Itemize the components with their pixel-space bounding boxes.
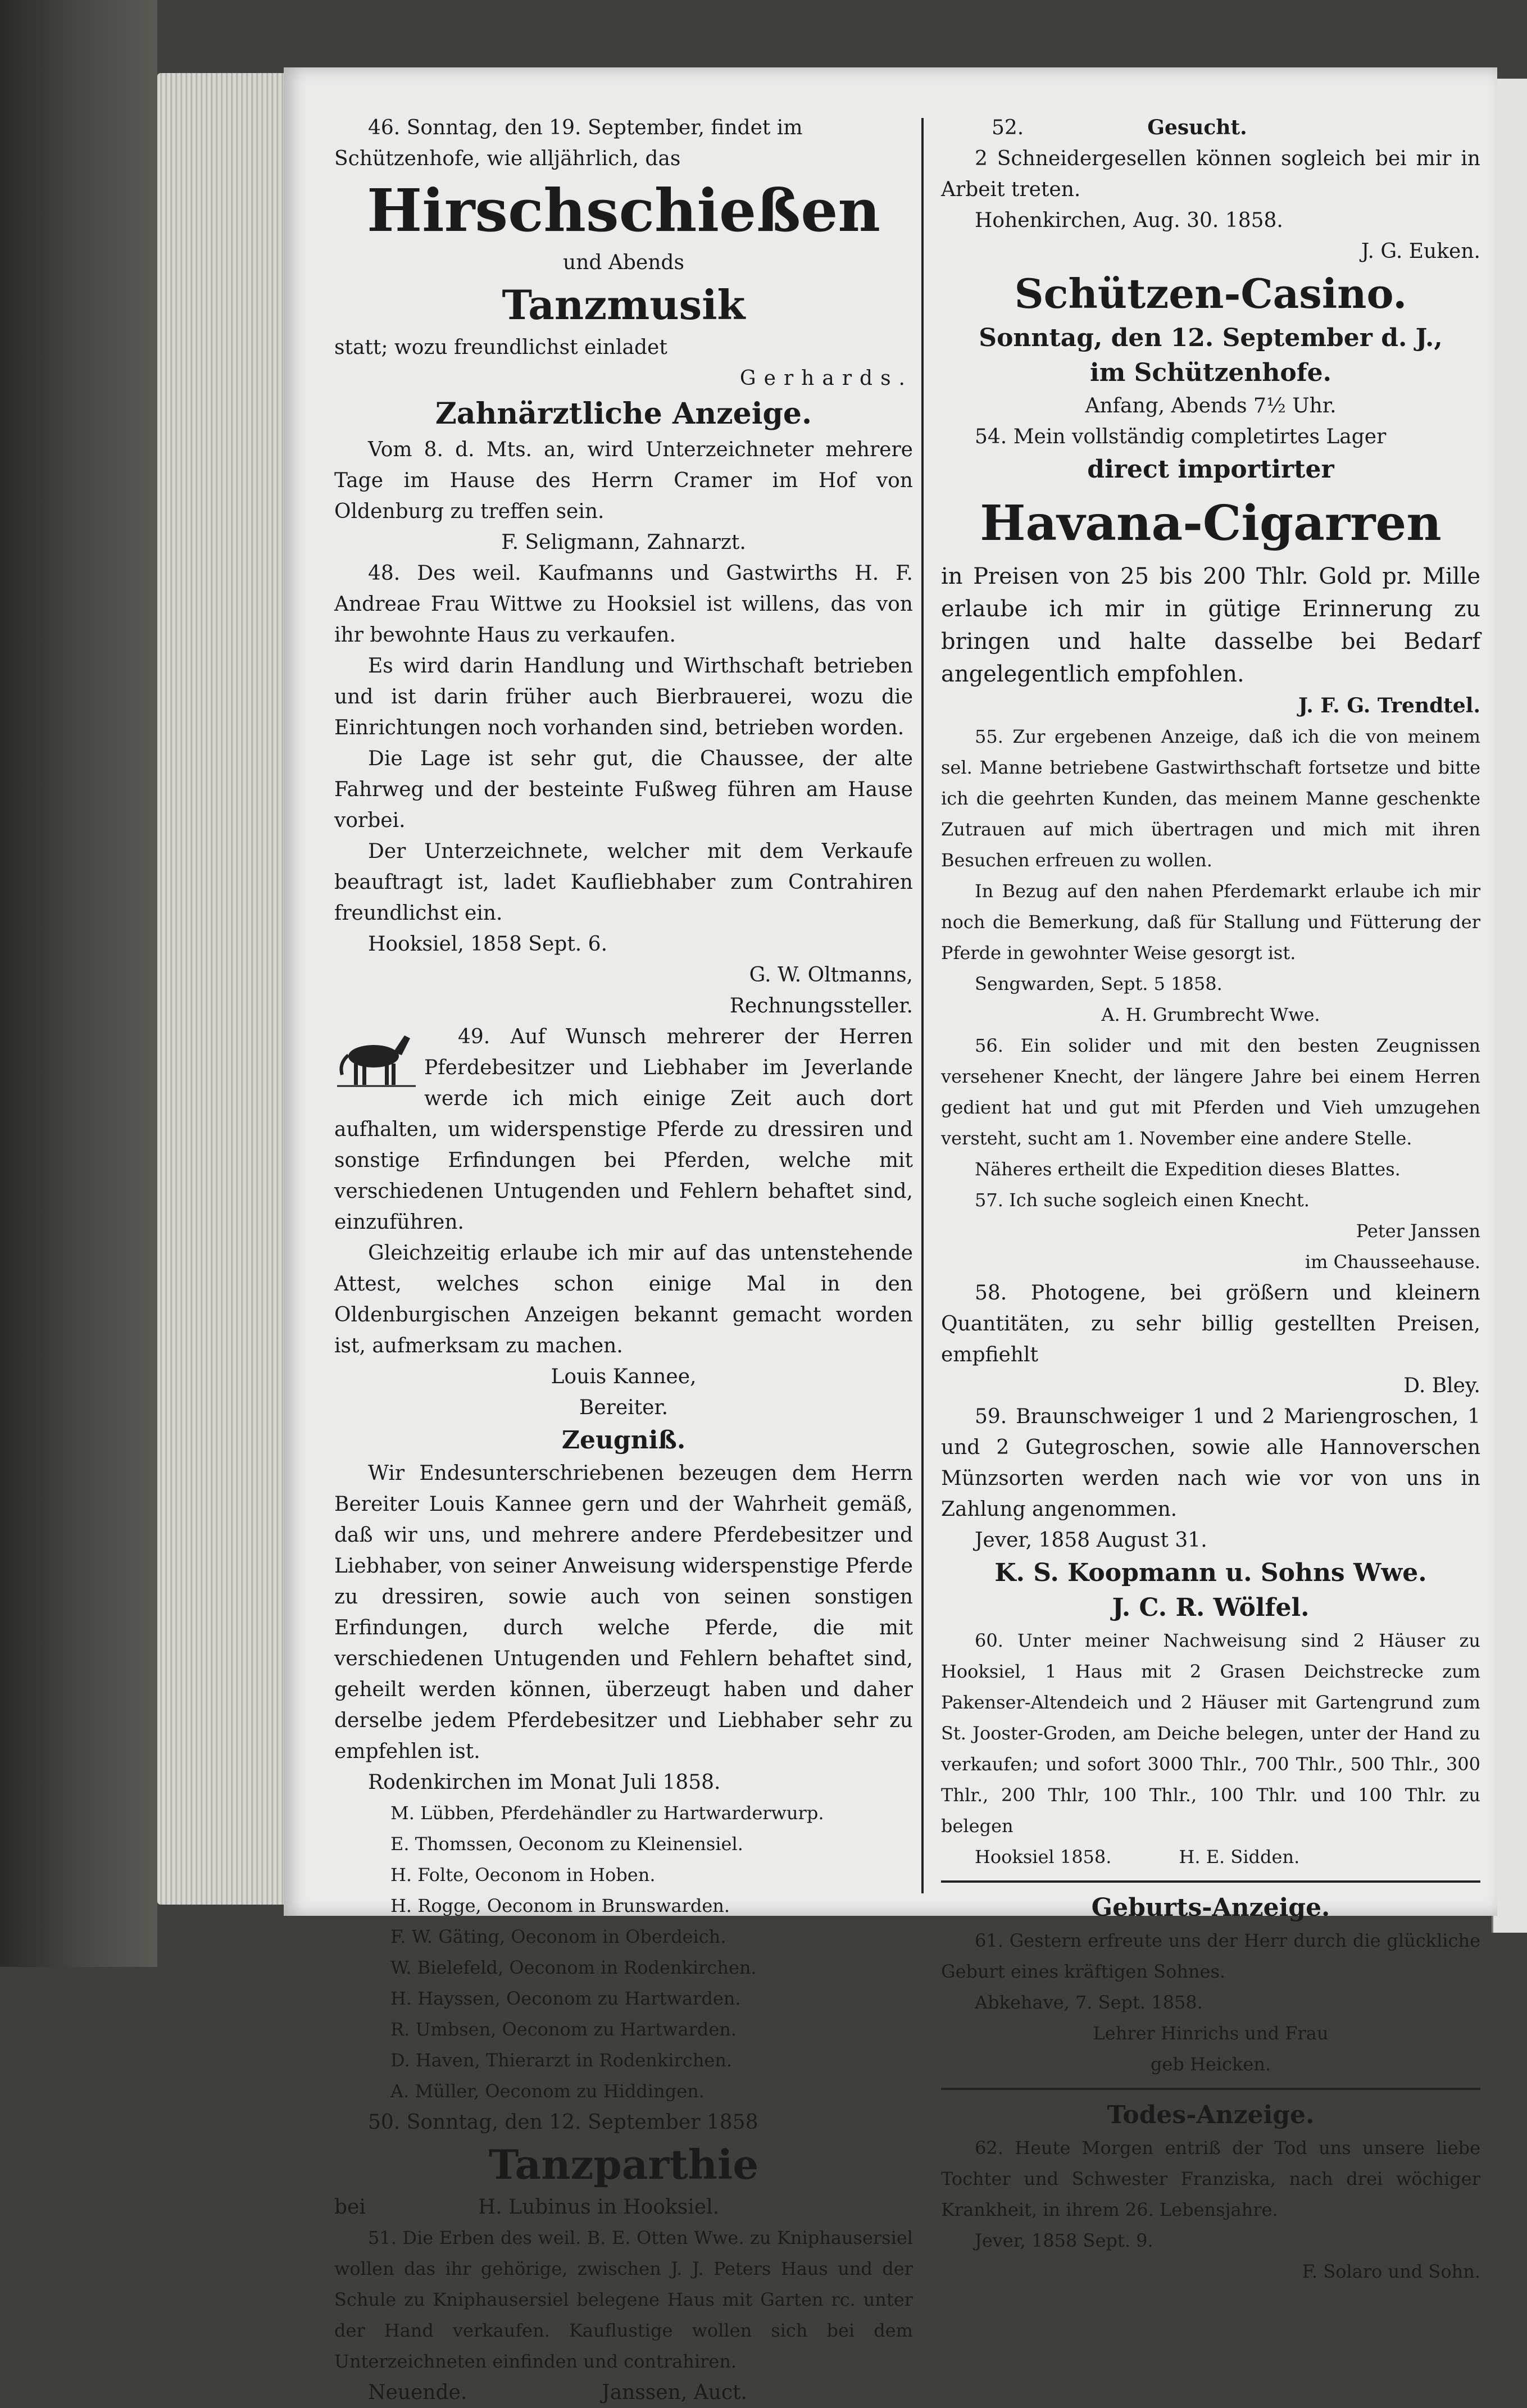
ad-53-line2: im Schützenhofe.	[1089, 358, 1331, 387]
ad-60-signature: H. E. Sidden.	[1179, 1846, 1300, 1868]
ad-46-dance: Tanzmusik	[502, 281, 746, 329]
ad-52-header	[941, 112, 1480, 143]
signer-line: D. Haven, Thierarzt in Rodenkirchen.	[390, 2050, 733, 2071]
ad-47-text: Vom 8. d. Mts. an, wird Unterzeichneter mehrere Tage im Hause des Herrn Cramer im Hof von Oldenburg zu treffen sein.	[334, 438, 913, 523]
ad-60-text: 60. Unter meiner Nachweisung sind 2 Häuser zu Hooksiel, 1 Haus mit 2 Grasen Deichstrecke zum Pakenser-Altendeich und 2 Häuser mit Gartengrund zum St. Jooster-Groden, am Deiche belegen, unter der Hand zu verkaufen; und sofort 3000 Thlr., 700 Thlr., 500 Thlr., 300 Thlr., 200 Thlr, 100 Thlr., 100 Thlr. und 100 Thlr. zu belegen	[941, 1630, 1480, 1837]
ad-50-host: H. Lubinus in Hooksiel.	[478, 2196, 720, 2219]
ad-46-line2: Schützenhofe, wie alljährlich, das	[334, 147, 681, 170]
ad-50-title: Tanzparthie	[488, 2141, 759, 2188]
ad-54-line2: direct importirter	[1087, 455, 1334, 484]
zeugnis-place: Rodenkirchen im Monat Juli 1858.	[368, 1771, 721, 1794]
ad-61-place: Abkehave, 7. Sept. 1858.	[975, 1992, 1203, 2013]
ad-48-p3: Die Lage ist sehr gut, die Chaussee, der alte Fahrweg und der besteinte Fußweg führen am Hause vorbei.	[334, 747, 913, 832]
ad-57-text: 57. Ich suche sogleich einen Knecht.	[975, 1189, 1310, 1211]
ad-48-title: Rechnungssteller.	[729, 994, 913, 1017]
ad-51-footer	[334, 2377, 913, 2408]
ad-49-signature: Louis Kannee,	[551, 1365, 697, 1388]
ad-50-line1: 50. Sonntag, den 12. September 1858	[368, 2111, 758, 2134]
left-column	[334, 112, 913, 2408]
death-announcement-title: Todes-Anzeige.	[1107, 2101, 1315, 2129]
ad-52-number: 52.	[992, 116, 1024, 139]
ad-50-host-line	[334, 2192, 913, 2223]
ad-54-line1: 54. Mein vollständig completirtes Lager	[975, 425, 1387, 448]
ad-46-and: und Abends	[563, 251, 684, 274]
ad-51-text: 51. Die Erben des weil. B. E. Otten Wwe. zu Kniphausersiel wollen das ihr gehörige, zwischen J. J. Peters Haus und der Schule zu Kniphausersiel belegene Haus mit Garten rc. unter der Hand verkaufen. Kauflustige wollen sich bei dem Unterzeichneten einfinden und contrahiren.	[334, 2227, 913, 2372]
ad-55-place: Sengwarden, Sept. 5 1858.	[975, 973, 1222, 994]
ad-50-bei: bei	[334, 2196, 366, 2219]
ad-48-place: Hooksiel, 1858 Sept. 6.	[368, 933, 608, 956]
divider-rule	[941, 1880, 1480, 1883]
ad-51-signature: Janssen, Auct.	[602, 2381, 747, 2404]
ad-61-text: 61. Gestern erfreute uns der Herr durch die glückliche Geburt eines kräftigen Sohnes.	[941, 1930, 1480, 1982]
ad-54-signature: J. F. G. Trendtel.	[1298, 694, 1480, 717]
ad-49-title: Bereiter.	[579, 1396, 669, 1419]
ad-59-signature2: J. C. R. Wölfel.	[1112, 1593, 1310, 1622]
ad-49-p2: Gleichzeitig erlaube ich mir auf das untenstehende Attest, welches schon einige Mal in den Oldenburgischen Anzeigen bekannt gemacht worden ist, aufmerksam zu machen.	[334, 1242, 913, 1357]
ad-62-signature: F. Solaro und Sohn.	[1302, 2261, 1480, 2282]
zeugnis-title: Zeugniß.	[561, 1426, 686, 1455]
ad-49-p1: 49. Auf Wunsch mehrerer der Herren Pferdebesitzer und Liebhaber im Jeverlande werde ich mich einige Zeit auch dort aufhalten, um widerspenstige Pferde zu dressiren und sonstige Erfindungen bei Pferden, welche mit verschiedenen Untugenden und Fehlern behaftet sind, einzuführen.	[334, 1025, 913, 1234]
signer-line: R. Umbsen, Oeconom zu Hartwarden.	[390, 2019, 737, 2040]
signer-line: H. Folte, Oeconom in Hoben.	[390, 1864, 656, 1885]
signer-list	[334, 1798, 913, 2107]
ad-57-signature: Peter Janssen	[1356, 1220, 1480, 1242]
ad-54-title: Havana-Cigarren	[980, 495, 1442, 552]
signer-line: M. Lübben, Pferdehändler zu Hartwarderwurp.	[390, 1802, 824, 1824]
ad-59-signature1: K. S. Koopmann u. Sohns Wwe.	[994, 1559, 1427, 1587]
ad-55-signature: A. H. Grumbrecht Wwe.	[1101, 1004, 1320, 1025]
right-column	[941, 112, 1480, 2287]
ad-54-text: in Preisen von 25 bis 200 Thlr. Gold pr. Mille erlaube ich mir in gütige Erinnerung zu bringen und halte dasselbe bei Bedarf angelegentlich empfohlen.	[941, 564, 1480, 687]
ad-48-signature: G. W. Oltmanns,	[749, 964, 913, 987]
ad-52-text: 2 Schneidergesellen können sogleich bei mir in Arbeit treten.	[941, 147, 1480, 201]
ad-62-text: 62. Heute Morgen entriß der Tod uns unsere liebe Tochter und Schwester Franziska, nach drei wöchiger Krankheit, in ihrem 26. Lebensjahre.	[941, 2137, 1480, 2220]
ad-47-title: Zahnärztliche Anzeige.	[435, 397, 812, 431]
signer-line: H. Hayssen, Oeconom zu Hartwarden.	[390, 1988, 741, 2009]
ad-62-place: Jever, 1858 Sept. 9.	[975, 2230, 1153, 2251]
ad-56-p2: Näheres ertheilt die Expedition dieses Blattes.	[975, 1158, 1401, 1180]
birth-announcement-title: Geburts-Anzeige.	[1091, 1893, 1330, 1922]
ad-58-text: 58. Photogene, bei größern und kleinern Quantitäten, zu sehr billig gestellten Preisen, empfiehlt	[941, 1282, 1480, 1366]
signer-line: E. Thomssen, Oeconom zu Kleinensiel.	[390, 1833, 743, 1855]
ad-52-title: Gesucht.	[1147, 116, 1247, 139]
ad-59-place: Jever, 1858 August 31.	[975, 1529, 1207, 1552]
ad-57-location: im Chausseehause.	[1305, 1251, 1480, 1273]
signer-line: A. Müller, Oeconom zu Hiddingen.	[390, 2080, 705, 2102]
newspaper-page	[284, 67, 1497, 2404]
ad-46-line3: statt; wozu freundlichst einladet	[334, 336, 667, 359]
ad-53-line1: Sonntag, den 12. September d. J.,	[979, 324, 1443, 352]
ad-48-p1: 48. Des weil. Kaufmanns und Gastwirths H. F. Andreae Frau Wittwe zu Hooksiel ist willens, das von ihr bewohnte Haus zu verkaufen.	[334, 562, 913, 647]
ad-46-signature: Gerhards.	[739, 367, 913, 390]
divider-rule	[941, 2088, 1480, 2090]
signer-line: F. W. Gäting, Oeconom in Oberdeich.	[390, 1926, 726, 1947]
ad-55-p2: In Bezug auf den nahen Pferdemarkt erlaube ich mir noch die Bemerkung, daß für Stallung und Fütterung der Pferde in gewohnter Weise gesorgt ist.	[941, 880, 1480, 964]
ad-58-signature: D. Bley.	[1403, 1374, 1480, 1397]
ad-52-signature: J. G. Euken.	[1361, 240, 1480, 263]
ad-61-signature1: Lehrer Hinrichs und Frau	[1093, 2023, 1329, 2044]
ad-51-place: Neuende.	[368, 2381, 467, 2404]
page-edges	[157, 73, 287, 1905]
ad-59-text: 59. Braunschweiger 1 und 2 Mariengroschen, 1 und 2 Gutegroschen, sowie alle Hannoverschen Münzsorten werden nach wie vor von uns in Zahlung angenommen.	[941, 1405, 1480, 1521]
ad-61-signature2: geb Heicken.	[1150, 2053, 1271, 2075]
ad-46-title: Hirschschießen	[366, 176, 880, 245]
ad-52-place: Hohenkirchen, Aug. 30. 1858.	[975, 209, 1283, 232]
signer-line: W. Bielefeld, Oeconom in Rodenkirchen.	[390, 1957, 757, 1978]
ad-47-signature: F. Seligmann, Zahnarzt.	[501, 531, 746, 554]
horse-icon	[334, 1021, 419, 1089]
column-divider	[921, 118, 924, 1893]
ad-55-p1: 55. Zur ergebenen Anzeige, daß ich die von meinem sel. Manne betriebene Gastwirthschaft fortsetze und bitte ich die geehrten Kunden, das meinem Manne geschenkte Zutrauen auf mich übertragen und mich mit ihren Besuchen erfreuen zu wollen.	[941, 726, 1480, 871]
ad-53-title: Schützen-Casino.	[1014, 270, 1407, 317]
ad-60-place: Hooksiel 1858.	[975, 1846, 1112, 1868]
book-binding	[0, 0, 157, 1967]
signer-line: H. Rogge, Oeconom in Brunswarden.	[390, 1895, 730, 1916]
zeugnis-text: Wir Endesunterschriebenen bezeugen dem Herrn Bereiter Louis Kannee gern und der Wahrheit gemäß, daß wir uns, und mehrere andere Pferdebesitzer und Liebhaber, von seiner Anweisung widerspenstige Pferde zu dressiren, sowie auch von seinen sonstigen Erfindungen, durch welche Pferde, die mit verschiedenen Untugenden und Fehlern behaftet sind, geheilt werden können, überzeugt haben und daher derselbe jedem Pferdebesitzer und Liebhaber sehr zu empfehlen ist.	[334, 1462, 913, 1763]
ad-60-footer	[941, 1842, 1480, 1873]
ad-53-line3: Anfang, Abends 7½ Uhr.	[1085, 394, 1337, 417]
ad-48-p2: Es wird darin Handlung und Wirthschaft betrieben und ist darin früher auch Bierbrauerei, wozu die Einrichtungen noch vorhanden sind, betrieben worden.	[334, 655, 913, 739]
ad-48-p4: Der Unterzeichnete, welcher mit dem Verkaufe beauftragt ist, ladet Kaufliebhaber zum Contrahiren freundlichst ein.	[334, 840, 913, 925]
ad-56-p1: 56. Ein solider und mit den besten Zeugnissen versehener Knecht, der längere Jahre bei einem Herren gedient hat und gut mit Pferden und Vieh umzugehen versteht, sucht am 1. November eine andere Stelle.	[941, 1035, 1480, 1149]
ad-46-line1: 46. Sonntag, den 19. September, findet im	[368, 116, 803, 139]
